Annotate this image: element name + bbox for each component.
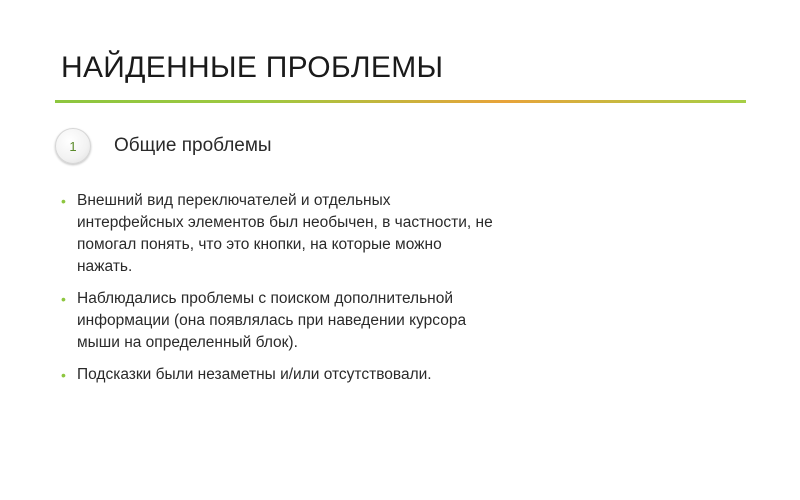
bullet-item [61,364,501,386]
bullet-item [61,288,501,354]
slide-title: НАЙДЕННЫЕ ПРОБЛЕМЫ [61,51,444,84]
bullet-dot-icon: • [61,367,66,383]
bullet-text: Подсказки были незаметны и/или отсутствовали. [77,366,432,383]
title-divider [55,100,746,103]
section-title: Общие проблемы [114,135,272,156]
bullet-text: Внешний вид переключателей и отдельных интерфейсных элементов был необычен, в частности, не помогал понять, что это кнопки, на которые можно нажать. [77,192,493,275]
bullet-text: Наблюдались проблемы с поиском дополнительной информации (она появлялась при наведении курсора мыши на определенный блок). [77,290,467,351]
section-number-badge: 1 [55,128,91,164]
bullet-dot-icon: • [61,193,66,209]
bullet-list [61,190,501,396]
bullet-item [61,190,501,278]
bullet-dot-icon: • [61,291,66,307]
section-header [55,128,272,164]
